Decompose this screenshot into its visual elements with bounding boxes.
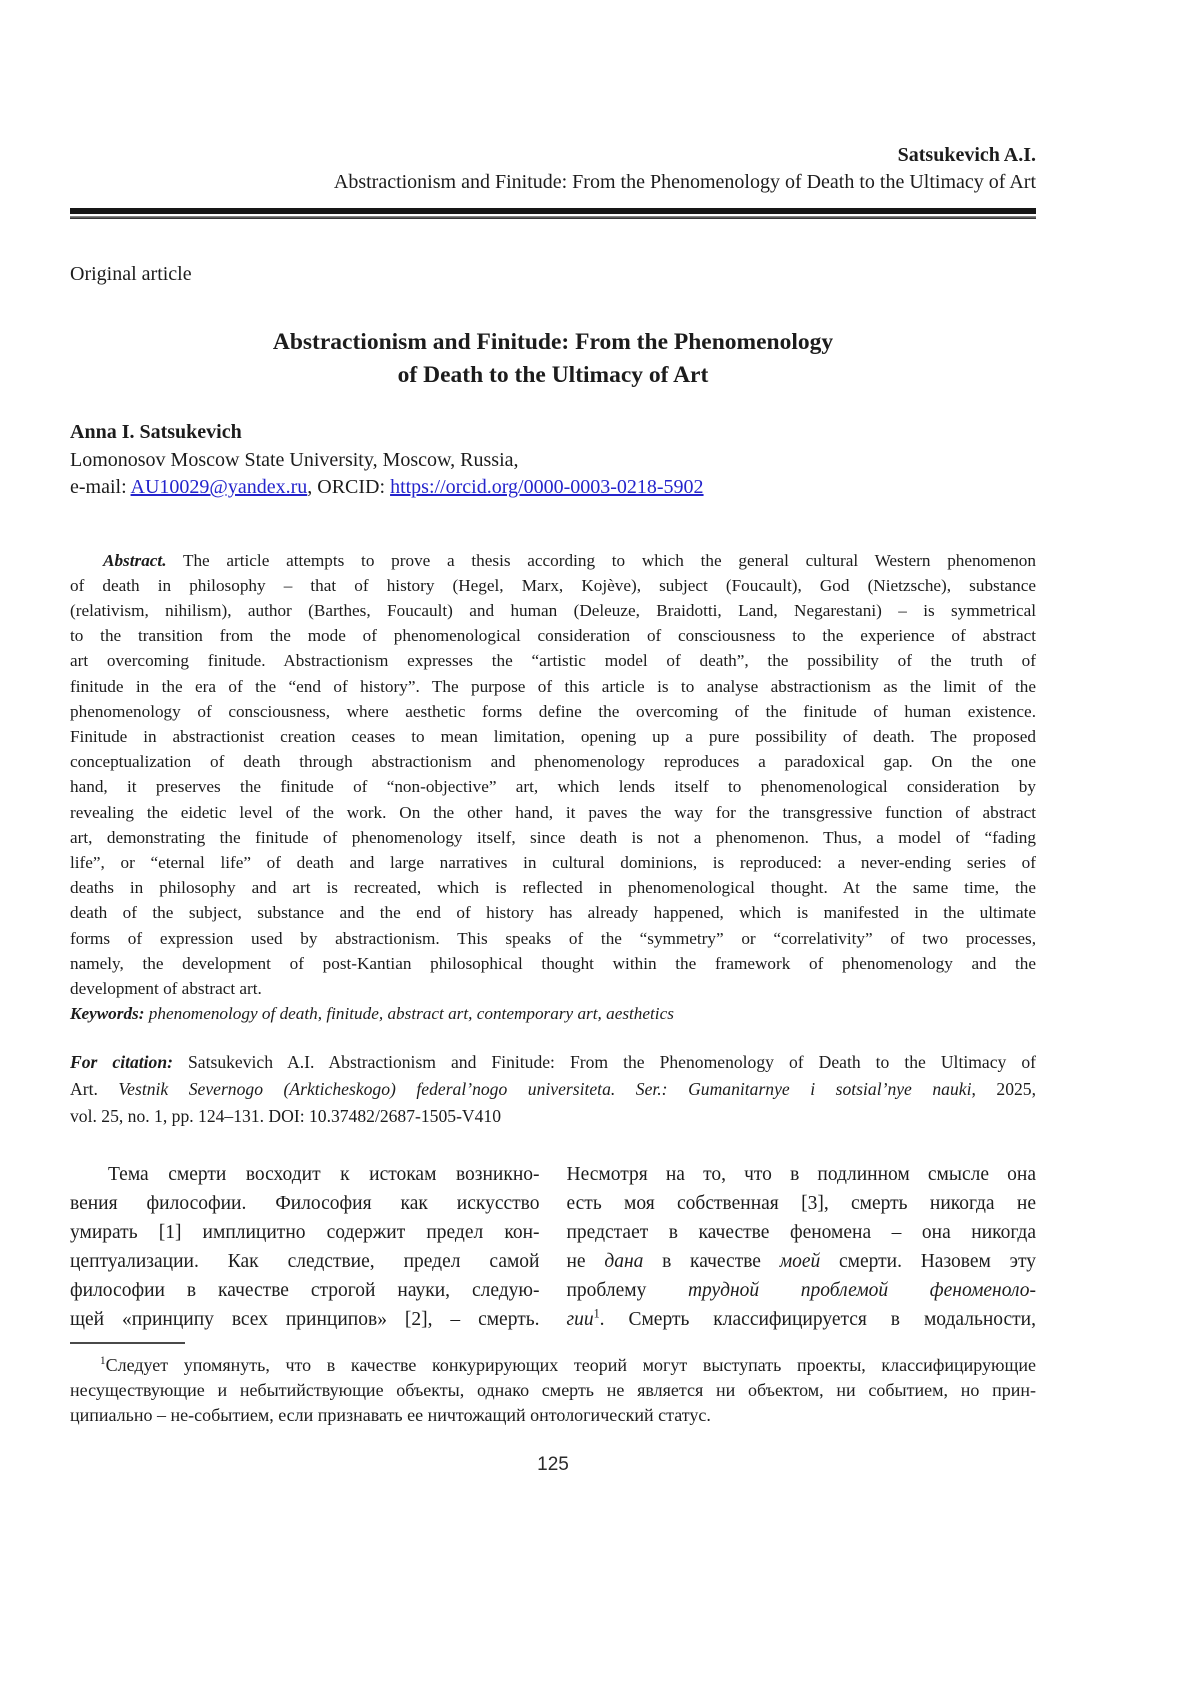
left-column: Тема смерти восходит к истокам возникно- вения философии. Философия как искусство умирать [1] имплицитно содержит предел кон- цептуализации. Как следствие, предел самой философии в качестве строгой науки, следую- щей «принципу всех принципов» [2], – смерть.: [70, 1164, 540, 1331]
email-label: e-mail:: [70, 476, 131, 498]
keywords-line: Keywords: phenomenology of death, finitude, abstract art, contemporary art, aesthetics: [70, 1004, 674, 1024]
divider-thick-line: [70, 208, 1036, 214]
divider-thin-line: [70, 216, 1036, 219]
author-affiliation: Lomonosov Moscow State University, Moscow, Russia,: [70, 448, 519, 471]
orcid-label: , ORCID:: [307, 476, 391, 498]
email-link[interactable]: AU10029@yandex.ru: [130, 476, 308, 498]
author-contact-line: [70, 474, 1036, 502]
abstract-section: [70, 548, 1036, 1027]
header-running-title: Abstractionism and Finitude: From the Phenomenology of Death to the Ultimacy of Art: [333, 171, 1036, 193]
page-content: [70, 0, 1036, 1476]
title-line-2: of Death to the Ultimacy of Art: [397, 362, 709, 388]
article-type-label: Original article: [70, 263, 192, 285]
page-number: 125: [537, 1454, 569, 1476]
right-column: Несмотря на то, что в подлинном смысле она есть моя собственная [3], смерть никогда не предстает в качестве феномена – она никогда не дана в качестве моей смерти. Назовем эту проблему трудной проблемой феноменоло- гии$^1$. Смерть классифицируется в модальности,: [566, 1164, 1036, 1331]
footnote-text: $^1$Следует упомянуть, что в качестве конкурирующих теорий могут выступать проекты, классифицирующие несуществующие и небытийствующие объекты, однако смерть не является ни объектом, ни событием, но прин- ципиально – не-событием, если признавать ее ничтожащий онтологический статус.: [70, 1355, 1036, 1426]
footnote-rule: [70, 1342, 185, 1344]
author-block: [70, 419, 1036, 502]
author-name: Anna I. Satsukevich: [70, 421, 242, 443]
header-divider-rule: [70, 208, 1036, 219]
abstract-paragraph: Abstract. The article attempts to prove a thesis according to which the general cultural Western phenomenon of death in philosophy – that of history (Hegel, Marx, Kojève), subject (Foucault), God (Nietzsche), substance (relativism, nihilism), author (Barthes, Foucault) and human (Deleuze, Braidotti, Land, Negarestani) – is symmetrical to the transition from the mode of phenomenological consideration of consciousness to the experience of abstract art overcoming finitude. Abstractionism expresses the “artistic model of death”, the possibility of the truth of finitude in the era of the “end of history”. The purpose of this article is to analyse abstractionism as the limit of the phenomenology of consciousness, where aesthetic forms define the overcoming of the finitude of human existence. Finitude in abstractionist creation ceases to mean limitation, opening up a pure possibility of death. The proposed conceptualization of death through abstractionism and phenomenology reproduces a paradoxical gap. On the one hand, it preserves the finitude of “non-objective” art, which lends itself to phenomenological consideration by revealing the eidetic level of the work. On the other hand, it paves the way for the transgressive function of abstract art, demonstrating the finitude of phenomenology itself, since death is not a phenomenon. Thus, a model of “fading life”, or “eternal life” of death and large narratives in cultural dominions, is reproduced: a never-ending series of deaths in philosophy and art is recreated, which is reflected in phenomenological thought. At the same time, the death of the subject, substance and the end of history has already happened, which is manifested in the ultimate forms of expression used by abstractionism. This speaks of the “symmetry” or “correlativity” of two processes, namely, the development of post-Kantian philosophical thought within the framework of phenomenology and the development of abstract art.: [70, 550, 1036, 998]
citation-paragraph: For citation: Satsukevich A.I. Abstractionism and Finitude: From the Phenomenology of Death to the Ultimacy of Art. Vestnik Severnogo (Arkticheskogo) federal’nogo universiteta. Ser.: Gumanitarnye i sotsial’nye nauki, 2025, vol. 25, no. 1, pp. 124–131. DOI: 10.37482/2687-1505-V410: [70, 1052, 1036, 1127]
header-author-name: Satsukevich A.I.: [897, 144, 1036, 166]
article-title: [70, 326, 1036, 392]
page-header: [70, 142, 1036, 196]
text-columns: [70, 1160, 1036, 1334]
orcid-link[interactable]: https://orcid.org/0000-0003-0218-5902: [390, 476, 704, 498]
title-line-1: Abstractionism and Finitude: From the Phenomenology: [272, 329, 834, 355]
